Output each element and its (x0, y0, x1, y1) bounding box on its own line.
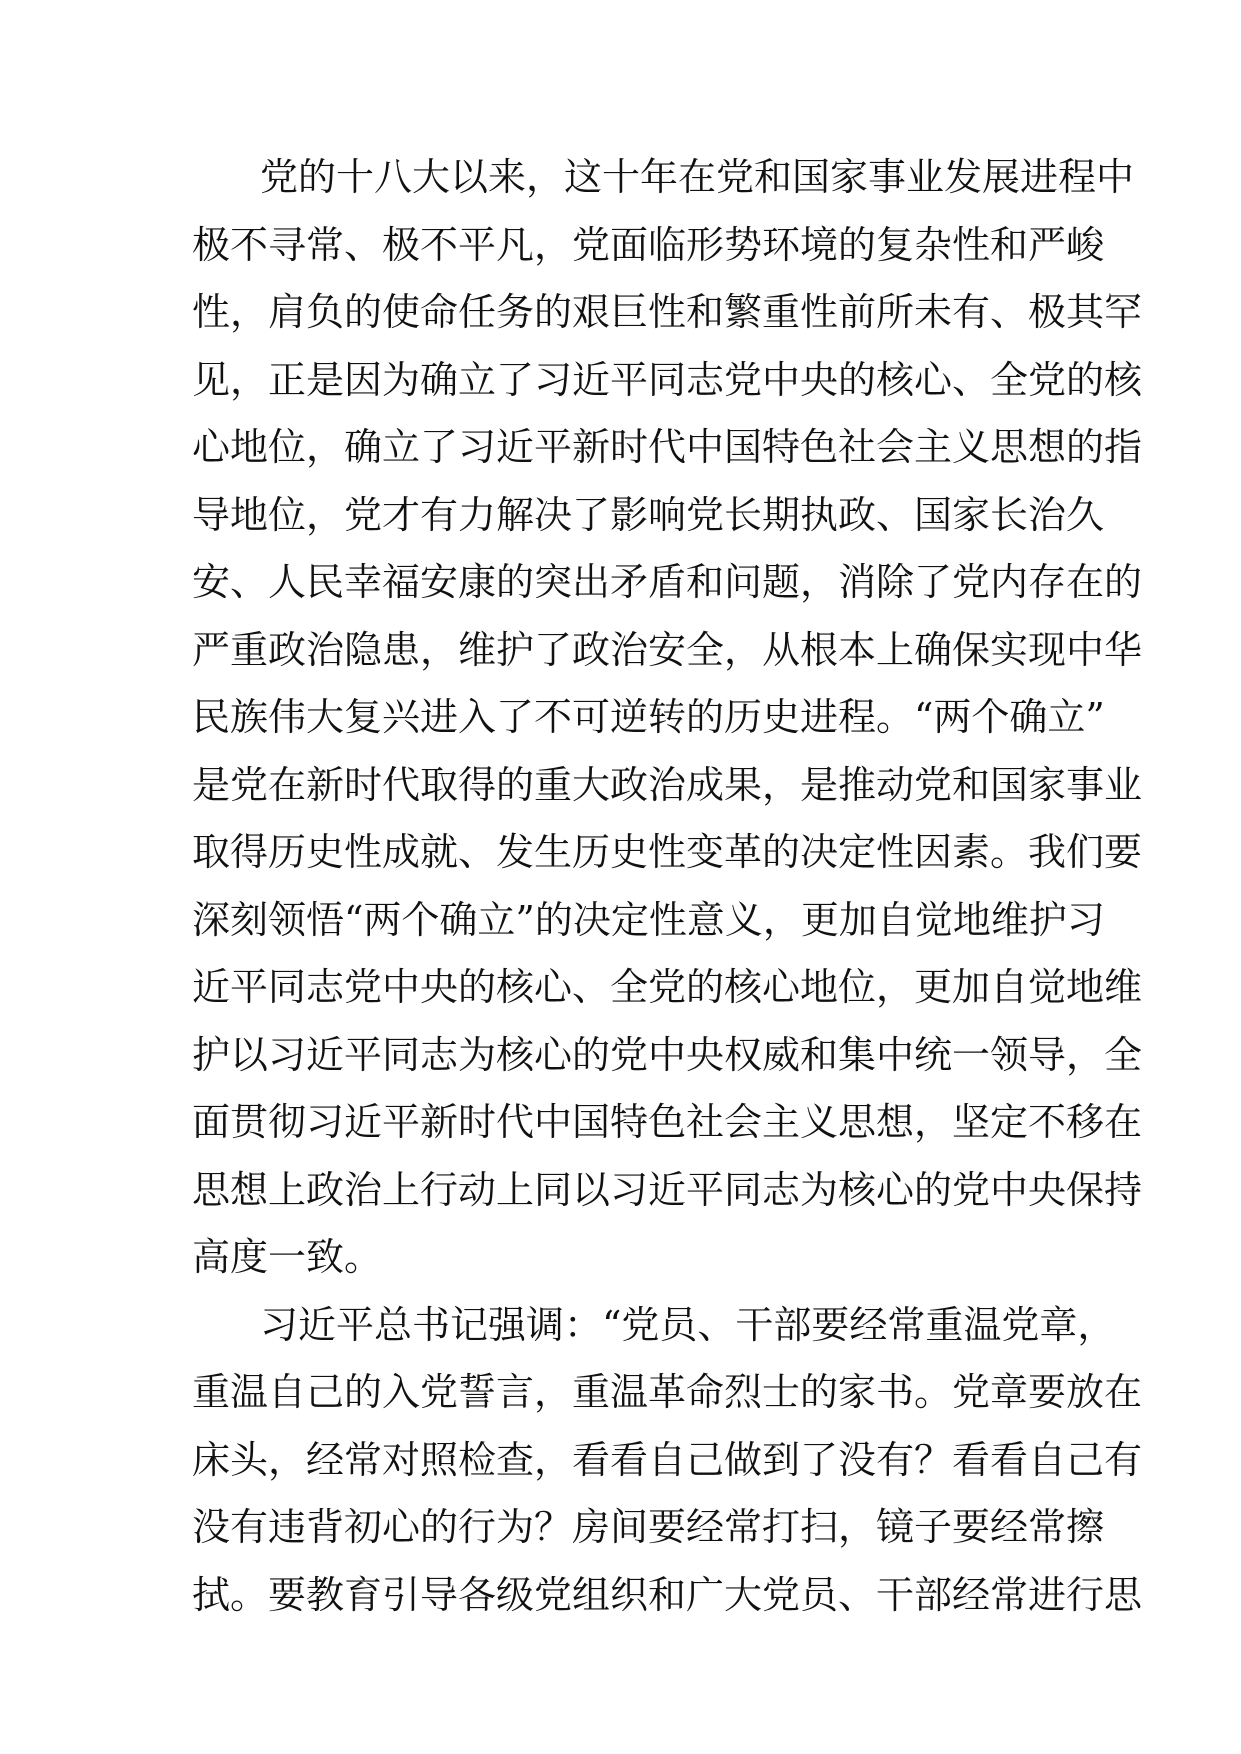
paragraph-line: 性，肩负的使命任务的艰巨性和繁重性前所未有、极其罕 (192, 290, 1143, 334)
paragraph-line: 近平同志党中央的核心、全党的核心地位，更加自觉地维 (192, 965, 1143, 1009)
paragraph-line: 见，正是因为确立了习近平同志党中央的核心、全党的核 (192, 357, 1143, 402)
paragraph-line: 没有违背初心的行为？房间要经常打扫，镜子要经常擦 (192, 1505, 1105, 1549)
paragraph-line: 思想上政治上行动上同以习近平同志为核心的党中央保持 (192, 1167, 1143, 1212)
paragraph-line: 严重政治隐患，维护了政治安全，从根本上确保实现中华 (192, 627, 1143, 672)
paragraph-line: 床头，经常对照检查，看看自己做到了没有？看看自己有 (192, 1437, 1143, 1482)
paragraph-line: 护以习近平同志为核心的党中央权威和集中统一领导，全 (192, 1032, 1143, 1077)
paragraph-line: 深刻领悟“两个确立”的决定性意义，更加自觉地维护习 (192, 897, 1105, 942)
document-body (192, 144, 1143, 1629)
paragraph-line: 重温自己的入党誓言，重温革命烈士的家书。党章要放在 (192, 1370, 1143, 1414)
paragraph-line: 民族伟大复兴进入了不可逆转的历史进程。“两个确立” (192, 695, 1105, 739)
paragraph-line: 面贯彻习近平新时代中国特色社会主义思想，坚定不移在 (192, 1100, 1143, 1144)
paragraph-line: 党的十八大以来，这十年在党和国家事业发展进程中 (260, 155, 1135, 199)
paragraph-line: 拭。要教育引导各级党组织和广大党员、干部经常进行思 (192, 1572, 1143, 1617)
paragraph-line: 习近平总书记强调：“党员、干部要经常重温党章， (260, 1302, 1116, 1347)
paragraph-line: 是党在新时代取得的重大政治成果，是推动党和国家事业 (192, 762, 1143, 807)
paragraph-line: 极不寻常、极不平凡，党面临形势环境的复杂性和严峻 (192, 222, 1105, 267)
paragraph-1 (192, 144, 1143, 1292)
paragraph-line: 高度一致。 (192, 1235, 383, 1279)
paragraph-line: 安、人民幸福安康的突出矛盾和问题，消除了党内存在的 (192, 560, 1143, 604)
paragraph-line: 导地位，党才有力解决了影响党长期执政、国家长治久 (192, 492, 1105, 537)
paragraph-line: 取得历史性成就、发生历史性变革的决定性因素。我们要 (192, 830, 1143, 874)
paragraph-2 (192, 1292, 1143, 1630)
paragraph-line: 心地位，确立了习近平新时代中国特色社会主义思想的指 (192, 425, 1143, 469)
